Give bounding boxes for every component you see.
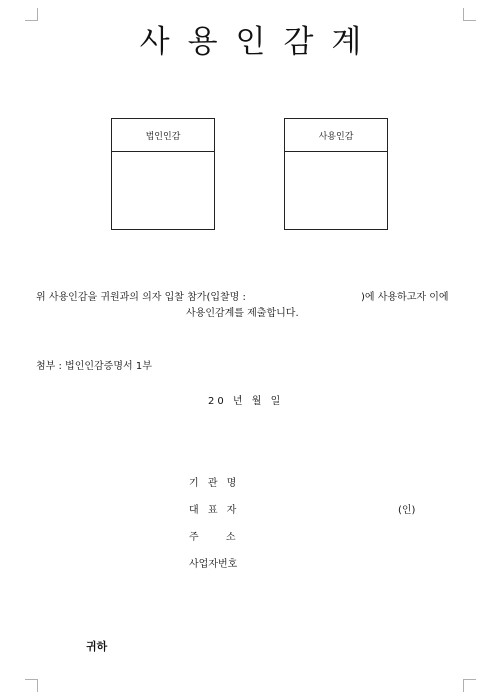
- field-label-business-number: 사업자번호: [189, 559, 238, 570]
- attachment-note: 첨부 : 법인인감증명서 1부: [36, 361, 152, 372]
- statement-line2: 사용인감계를 제출합니다.: [186, 308, 299, 319]
- statement-line1-suffix: )에 사용하고자 이에: [361, 292, 449, 303]
- field-label-representative: 대 표 자: [189, 505, 240, 516]
- usage-seal-label: 사용인감: [285, 119, 387, 152]
- field-label-address: 주 소: [189, 532, 248, 543]
- corporate-seal-label: 법인인감: [112, 119, 214, 152]
- crop-mark-bottom-left: [25, 679, 38, 692]
- statement-line1-prefix: 위 사용인감을 귀원과의 의자 입찰 참가(입찰명 :: [36, 292, 246, 303]
- field-label-organization: 기 관 명: [189, 478, 240, 489]
- crop-mark-bottom-right: [463, 679, 476, 692]
- usage-seal-box: [284, 118, 388, 230]
- document-title: 사용인감계: [139, 24, 380, 60]
- date-line: 20 년 월 일: [208, 396, 284, 407]
- recipient-honorific: 귀하: [86, 640, 108, 653]
- seal-mark: (인): [398, 505, 416, 516]
- corporate-seal-box: [111, 118, 215, 230]
